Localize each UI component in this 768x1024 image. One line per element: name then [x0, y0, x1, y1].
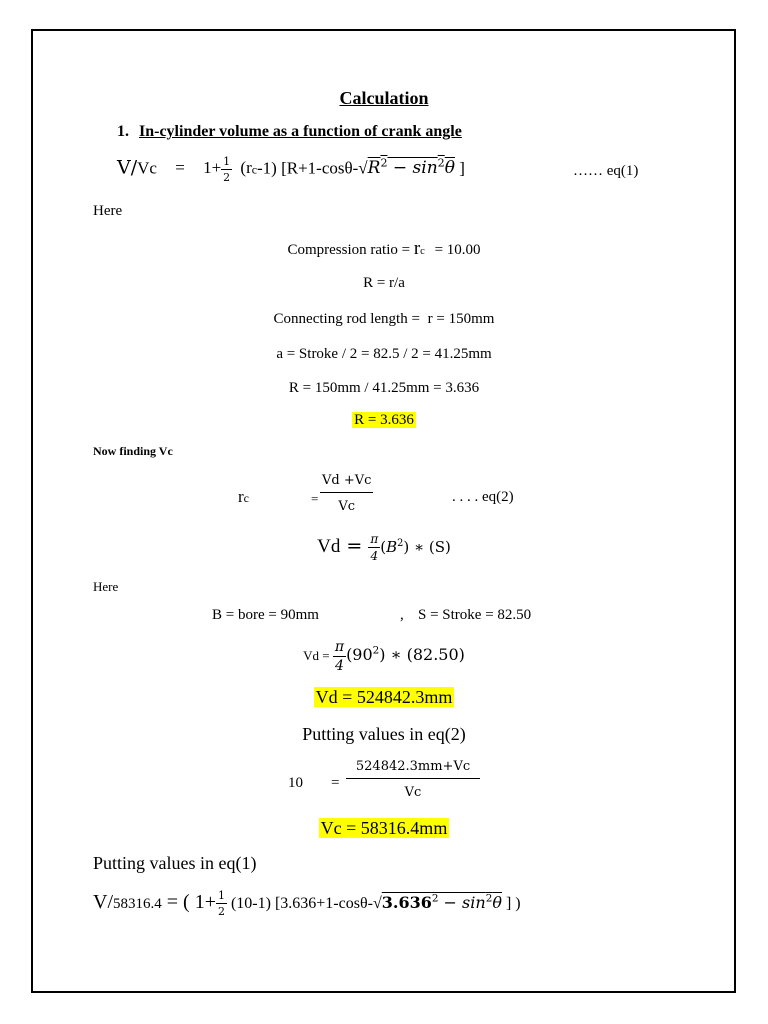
vd-sub-exp: 2 [372, 644, 380, 657]
eq1-one-plus: 1+ [203, 158, 222, 178]
eq2-numerator: Vd +Vc [320, 473, 373, 493]
stroke-value: S = Stroke = 82.50 [418, 607, 532, 623]
vd-sub-four: 4 [335, 658, 344, 674]
R-result-line [0, 412, 768, 429]
vd-formula-four: 4 [370, 549, 379, 563]
vd-formula-close: ) ∗ (S) [403, 537, 451, 556]
vd-formula-open: ( [380, 537, 387, 556]
vd-sub-open: (90 [346, 645, 373, 665]
compression-ratio-sub: c [420, 246, 425, 257]
eq1-rc-open: (r [240, 158, 252, 178]
vd-result: Vd = 524842.3mm [315, 687, 453, 707]
putting-values-eq2: Putting values in eq(2) [302, 724, 466, 744]
eq1-sqrt-minus: − [387, 158, 413, 179]
final-sqrt-exp: 2 [431, 892, 439, 905]
eq1-sqrt-theta: θ [444, 158, 455, 179]
compression-ratio-value: = 10.00 [434, 242, 481, 258]
vd-formula-pi: π [370, 532, 379, 546]
eq1-sqrt-R-exp: 2 [380, 156, 388, 170]
eq1-rc-sub: c [251, 162, 258, 177]
final-sqrt-content [382, 893, 502, 912]
eq1-sqrt-R: R [367, 158, 381, 179]
eq1-half-fraction [221, 156, 232, 183]
eq1-body: -1) [R+1-cosθ-√ [257, 158, 368, 178]
final-vc-value: 58316.4 [113, 896, 162, 913]
final-half-num: 1 [217, 889, 225, 902]
final-half-fraction [216, 890, 227, 917]
eq1-lhs-vc: Vc [137, 158, 157, 178]
eq2-sub-numerator: 524842.3mm+Vc [346, 759, 480, 779]
vd-formula-equals: = [340, 534, 369, 557]
eq1-sqrt-sin-exp: 2 [437, 156, 445, 170]
eq2-lhs [238, 487, 249, 507]
vd-formula-pi-fraction [368, 533, 380, 562]
connecting-rod-line [0, 311, 768, 328]
page-title: Calculation [339, 88, 429, 108]
vd-formula-rest [380, 538, 451, 556]
eq2-lhs-sub: c [243, 491, 249, 505]
eq1-sqrt-sin: sin [412, 158, 438, 179]
eq2-sub-fraction [346, 759, 480, 800]
eq2-lhs-r: r [238, 487, 244, 506]
compression-ratio-label: Compression ratio = [287, 242, 414, 258]
eq2-fraction [320, 473, 373, 514]
final-sqrt-sin-exp: 2 [485, 892, 493, 905]
section-number: 1. [117, 123, 129, 140]
eq1-equals: = [175, 158, 185, 178]
final-equation [93, 890, 521, 917]
final-half-den: 2 [217, 905, 225, 918]
eq2-label: . . . . eq(2) [452, 489, 514, 505]
vd-formula-lhs: Vd [317, 535, 341, 557]
compression-ratio-line [0, 238, 768, 260]
eq1-half-num: 1 [223, 155, 231, 168]
bore-value: B = bore = 90mm [212, 607, 319, 623]
section-heading-text: In-cylinder volume as a function of crank angle [139, 123, 462, 140]
vd-substitution [0, 640, 768, 673]
vd-sub-lhs: Vd = [303, 648, 333, 664]
equation-1 [117, 156, 465, 183]
final-mid: (10-1) [3.636+1-cosθ-√ [226, 895, 382, 913]
vc-result-line [0, 818, 768, 839]
compression-ratio-symbol: r [413, 238, 421, 259]
eq1-close-bracket: ] [454, 158, 465, 178]
eq2-denominator: Vc [338, 499, 356, 514]
here-label-1: Here [93, 203, 123, 219]
final-sqrt-sin: sin [462, 893, 486, 913]
a-definition: a = Stroke / 2 = 82.5 / 2 = 41.25mm [276, 346, 492, 362]
eq1-lhs-v: V [117, 156, 131, 179]
vd-result-line [0, 687, 768, 708]
connecting-rod-value: r = 150mm [427, 311, 495, 327]
vd-sub-rest [346, 645, 465, 664]
eq2-sub-denominator: Vc [404, 785, 422, 800]
vd-formula-B-exp: 2 [397, 537, 404, 549]
final-v: V/ [93, 891, 113, 914]
eq1-label: …… eq(1) [573, 163, 639, 179]
eq2-sub-lhs: 10 [288, 775, 303, 791]
bore-stroke-comma: , [400, 607, 404, 623]
now-finding-heading: Now finding Vc [93, 444, 173, 458]
section-heading [117, 123, 462, 141]
vc-result: Vc = 58316.4mm [320, 818, 448, 838]
final-sqrt-value: 3.636 [381, 893, 432, 913]
R-result: R = 3.636 [354, 412, 414, 428]
final-close: ] ) [501, 895, 521, 913]
putting-values-eq1: Putting values in eq(1) [93, 853, 257, 873]
final-sqrt-minus: − [438, 893, 463, 913]
eq1-half-den: 2 [223, 171, 231, 184]
vd-sub-pi-fraction [333, 640, 346, 673]
final-equals-open: = ( 1+ [161, 891, 216, 914]
eq1-slash: / [130, 156, 138, 179]
vd-sub-close: ) ∗ (82.50) [379, 645, 465, 665]
final-sqrt-theta: θ [492, 893, 502, 913]
eq2-equals: = [311, 491, 319, 506]
R-calculation: R = 150mm / 41.25mm = 3.636 [288, 380, 480, 396]
vd-sub-pi: π [334, 639, 345, 655]
eq2-sub-equals: = [331, 775, 340, 791]
R-definition: R = r/a [363, 275, 405, 291]
vd-formula-B: B [386, 537, 398, 556]
eq1-sqrt-content [368, 158, 455, 178]
connecting-rod-label: Connecting rod length = [273, 311, 424, 327]
here-label-2: Here [93, 579, 119, 594]
vd-formula [0, 533, 768, 562]
